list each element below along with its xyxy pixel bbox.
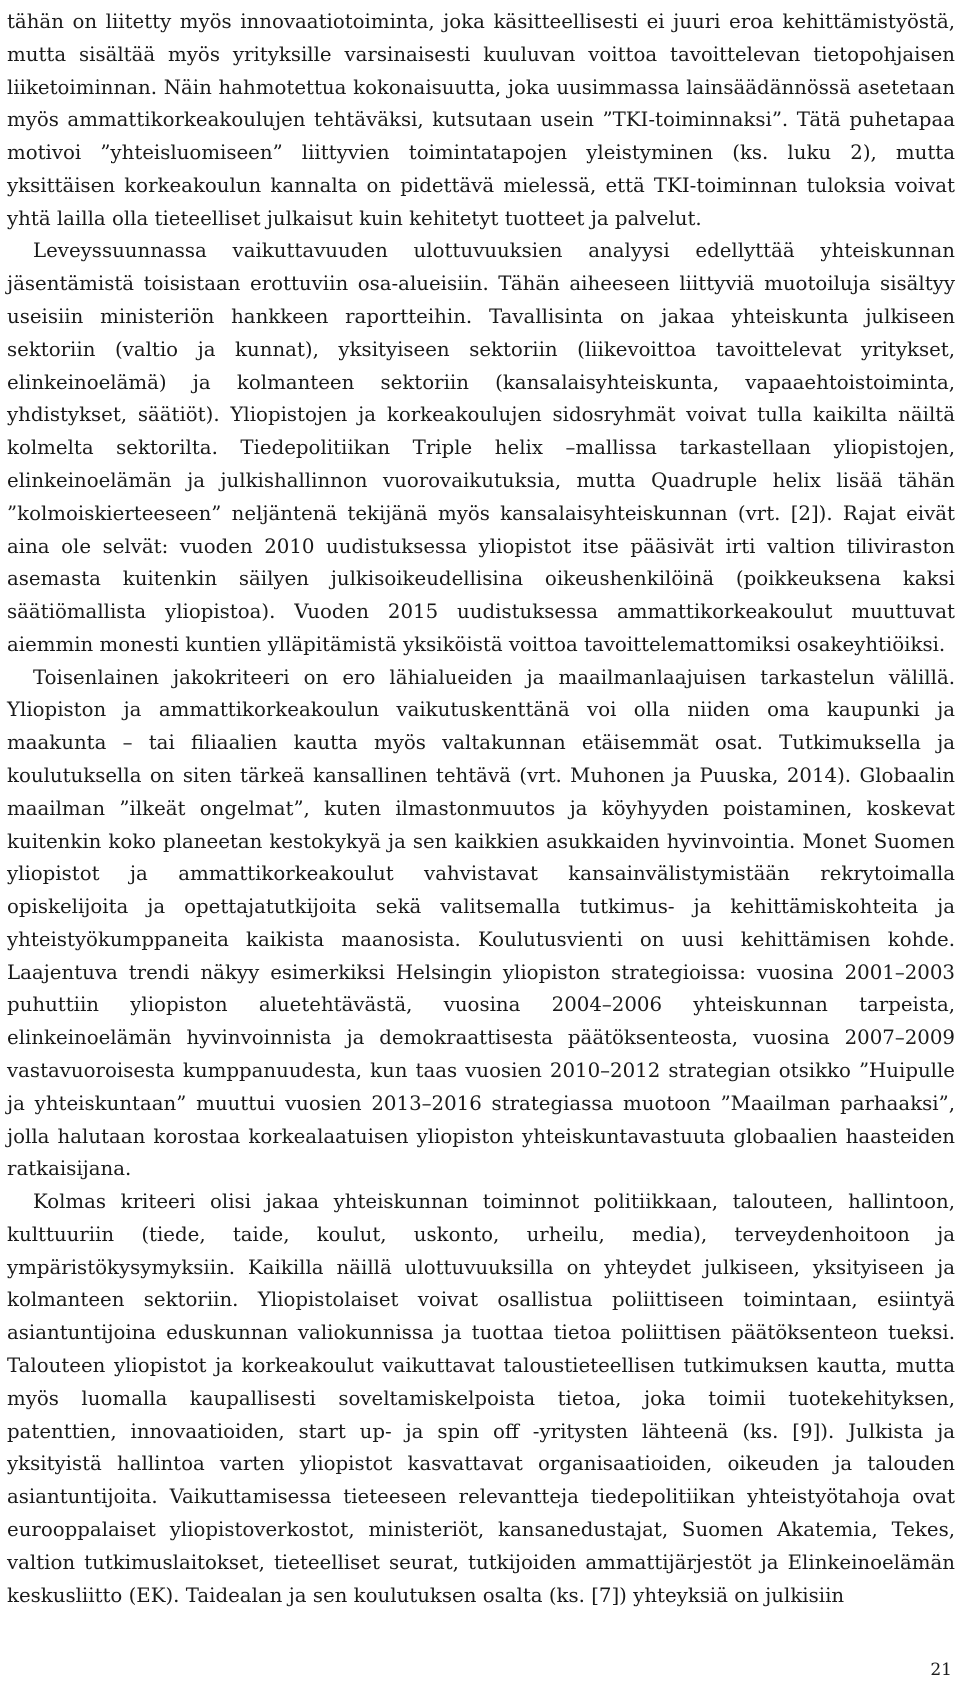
document-page — [7, 6, 955, 1612]
paragraph-4: Kolmas kriteeri olisi jakaa yhteiskunnan toiminnot politiikkaan, talouteen, hallintoon, kulttuuriin (tiede, taide, koulut, uskonto, urheilu, media), terveydenhoitoon ja ympäristökysymyksiin. Kaikilla näillä ulottuvuuksilla on yhteydet julkiseen, yksityiseen ja kolmanteen sektoriin. Yliopistolaiset voivat osallistua poliittiseen toimintaan, esiintyä asiantuntijoina eduskunnan valiokunnissa ja tuottaa tietoa poliittisen päätöksenteon tueksi. Talouteen yliopistot ja korkeakoulut vaikuttavat taloustieteellisen tutkimuksen kautta, mutta myös luomalla kaupallisesti soveltamiskelpoista tietoa, joka toimii tuotekehityksen, patenttien, innovaatioiden, start up- ja spin off -yritysten lähteenä (ks. [9]). Julkista ja yksityistä hallintoa varten yliopistot kasvattavat organisaatioiden, oikeuden ja talouden asiantuntijoita. Vaikuttamisessa tieteeseen relevantteja tiedepolitiikan yhteistyötahoja ovat eurooppalaiset yliopistoverkostot, ministeriöt, kansanedustajat, Suomen Akatemia, Tekes, valtion tutkimuslaitokset, tieteelliset seurat, tutkijoiden ammattijärjestöt ja Elinkeinoelämän keskusliitto (EK). Taidealan ja sen koulutuksen osalta (ks. [7]) yhteyksiä on julkisiin — [7, 1190, 955, 1607]
paragraph-2: Leveyssuunnassa vaikuttavuuden ulottuvuuksien analyysi edellyttää yhteiskunnan jäsentämistä toisistaan erottuviin osa-alueisiin. Tähän aiheeseen liittyviä muotoiluja sisältyy useisiin ministeriön hankkeen raportteihin. Tavallisinta on jakaa yhteiskunta julkiseen sektoriin (valtio ja kunnat), yksityiseen sektoriin (liikevoittoa tavoittelevat yritykset, elinkeinoelämä) ja kolmanteen sektoriin (kansalaisyhteiskunta, vapaaehtoistoiminta, yhdistykset, säätiöt). Yliopistojen ja korkeakoulujen sidosryhmät voivat tulla kaikilta näiltä kolmelta sektorilta. Tiedepolitiikan Triple helix –mallissa tarkastellaan yliopistojen, elinkeinoelämän ja julkishallinnon vuorovaikutuksia, mutta Quadruple helix lisää tähän ”kolmoiskierteeseen” neljäntenä tekijänä myös kansalaisyhteiskunnan (vrt. [2]). Rajat eivät aina ole selvät: vuoden 2010 uudistuksessa yliopistot itse pääsivät irti valtion tiliviraston asemasta kuitenkin säilyen julkisoikeudellisina oikeushenkilöinä (poikkeuksena kaksi säätiömallista yliopistoa). Vuoden 2015 uudistuksessa ammattikorkeakoulut muuttuvat aiemmin monesti kuntien ylläpitämistä yksiköistä voittoa tavoittelemattomiksi osakeyhtiöiksi. — [7, 239, 955, 656]
page-number: 21 — [930, 1660, 952, 1680]
paragraph-3: Toisenlainen jakokriteeri on ero lähialueiden ja maailmanlaajuisen tarkastelun välillä. Yliopiston ja ammattikorkeakoulun vaikutuskenttänä voi olla niiden oma kaupunki ja maakunta – tai filiaalien kautta myös valtakunnan etäisemmät osat. Tutkimuksella ja koulutuksella on siten tärkeä kansallinen tehtävä (vrt. Muhonen ja Puuska, 2014). Globaalin maailman ”ilkeät ongelmat”, kuten ilmastonmuutos ja köyhyyden poistaminen, koskevat kuitenkin koko planeetan kestokykyä ja sen kaikkien asukkaiden hyvinvointia. Monet Suomen yliopistot ja ammattikorkeakoulut vahvistavat kansainvälistymistään rekrytoimalla opiskelijoita ja opettajatutkijoita sekä valitsemalla tutkimus- ja kehittämiskohteita ja yhteistyökumppaneita kaikista maanosista. Koulutusvienti on uusi kehittämisen kohde. Laajentuva trendi näkyy esimerkiksi Helsingin yliopiston strategioissa: vuosina 2001–2003 puhuttiin yliopiston aluetehtävästä, vuosina 2004–2006 yhteiskunnan tarpeista, elinkeinoelämän hyvinvoinnista ja demokraattisesta päätöksenteosta, vuosina 2007–2009 vastavuoroisesta kumppanuudesta, kun taas vuosien 2010–2012 strategian otsikko ”Huipulle ja yhteiskuntaan” muuttui vuosien 2013–2016 strategiassa muotoon ”Maailman parhaaksi”, jolla halutaan korostaa korkealaatuisen yliopiston yhteiskuntavastuuta globaalien haasteiden ratkaisijana. — [7, 665, 955, 1181]
paragraph-1: tähän on liitetty myös innovaatiotoiminta, joka käsitteellisesti ei juuri eroa kehittämistyöstä, mutta sisältää myös yrityksille varsinaisesti kuuluvan voittoa tavoittelevan tietopohjaisen liiketoiminnan. Näin hahmotettua kokonaisuutta, joka uusimmassa lainsäädännössä asetetaan myös ammattikorkeakoulujen tehtäväksi, kutsutaan usein ”TKI-toiminnaksi”. Tätä puhetapaa motivoi ”yhteisluomiseen” liittyvien toimintatapojen yleistyminen (ks. luku 2), mutta yksittäisen korkeakoulun kannalta on pidettävä mielessä, että TKI-toiminnan tuloksia voivat yhtä lailla olla tieteelliset julkaisut kuin kehitetyt tuotteet ja palvelut. — [7, 10, 955, 230]
